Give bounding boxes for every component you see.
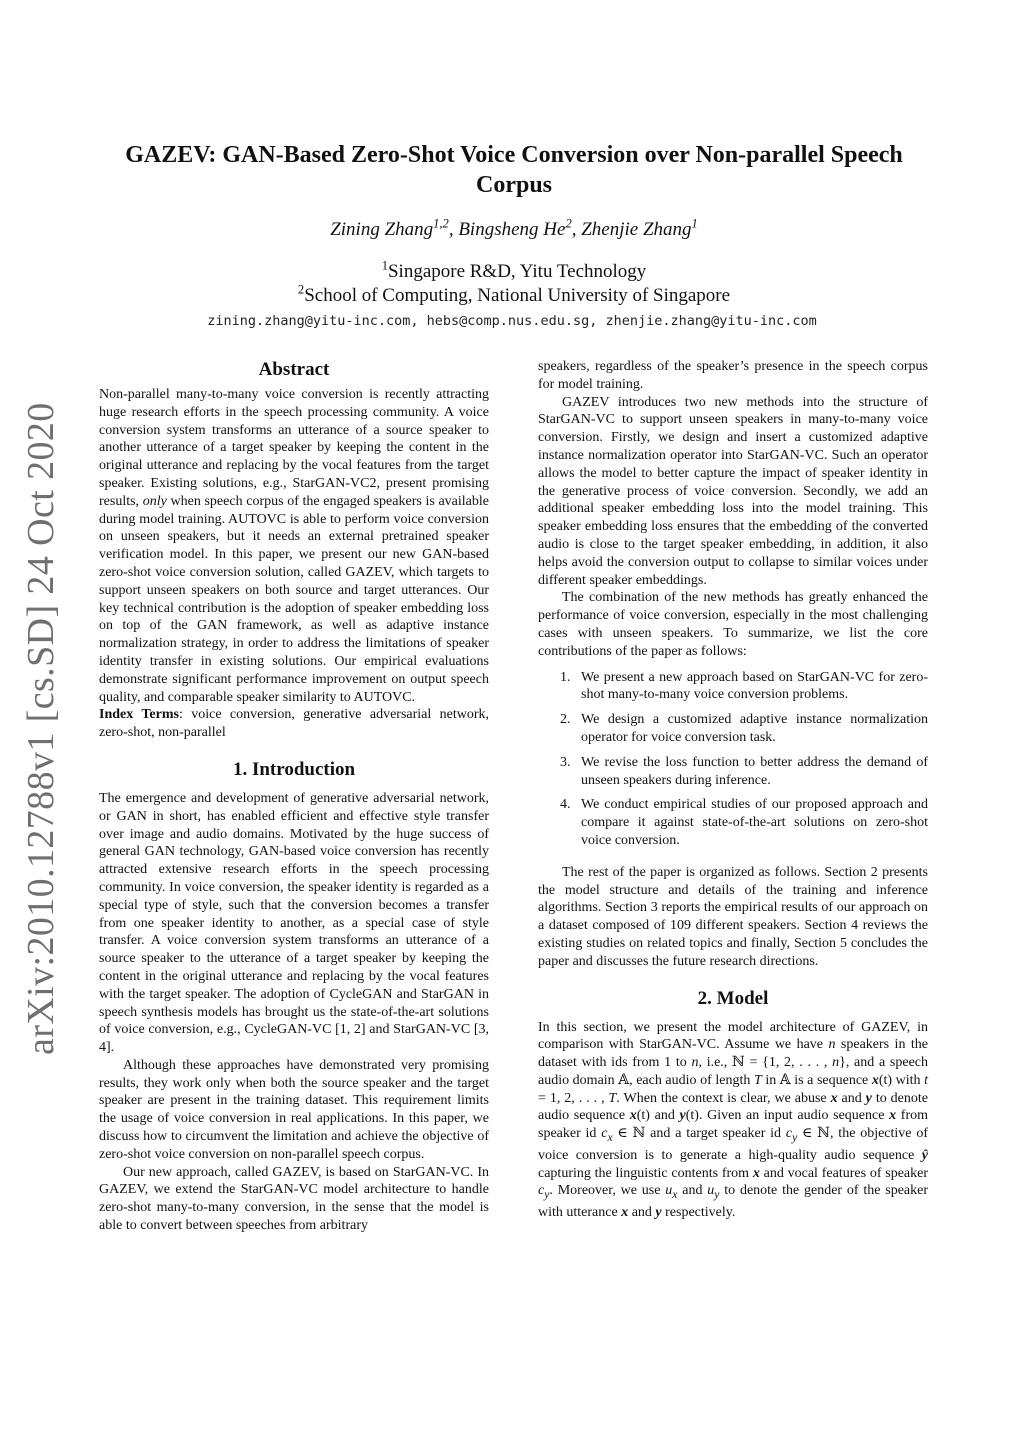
intro-heading: 1. Introduction: [232, 758, 356, 780]
index-terms: Index Terms: voice conversion, generative adversarial network, zero-shot, non-parallel: [99, 707, 490, 741]
arxiv-identifier: arXiv:2010.12788v1 [cs.SD] 24 Oct 2020: [20, 402, 62, 1055]
author-name: Zining Zhang: [330, 219, 434, 240]
affiliation-1: $^1$Singapore R&D, Yitu Technology: [381, 258, 647, 282]
author-name: Bingsheng He: [458, 219, 566, 240]
author-list: Zining Zhang$^{1,2}$, Bingsheng He$^2$, Zhenjie Zhang$^1$: [330, 216, 698, 240]
left-column: [99, 358, 489, 1235]
author-name: Zhenjie Zhang: [581, 219, 692, 240]
intro-paragraph: GAZEV introduces two new methods into the structure of StarGAN-VC to support unseen speakers in many-to-many voice conversion. Firstly, we design and insert a customized adaptive instance normalization operator into StarGAN-VC. Such an operator allows the model to better capture the impact of speaker identity in the generative process of voice conversion. Secondly, we add an additional speaker embedding loss into the model training. This speaker embedding loss ensures that the embedding of the converted audio is close to the target speaker embedding, in addition, it also helps avoid the conversion output to collapse to similar voices under different speaker embeddings.: [538, 394, 928, 588]
abstract-heading: Abstract: [258, 359, 330, 380]
list-item: 4. We conduct empirical studies of our proposed approach and compare it against state-of-the-art solutions on zero-shot voice conversion.: [560, 797, 928, 848]
intro-paragraph: The rest of the paper is organized as follows. Section 2 presents the model structure and details of the training and inference algorithms. Section 3 reports the empirical results of our approach on a dataset composed of 109 different speakers. Section 4 reviews the existing studies on related topics and finally, Section 5 concludes the paper and discusses the future research directions.: [538, 864, 928, 969]
intro-paragraph: The emergence and development of generative adversarial network, or GAN in short, has enabled efficient and effective style transfer over image and audio domains. Motivated by the huge success of general GAN technology, GAN-based voice conversion has recently attracted extensive research efforts in the speech processing community. In voice conversion, the speaker identity is regarded as a special type of style, such that the conversion becomes a transfer from one speaker identity to another, as a special case of style transfer. A voice conversion system transforms an utterance of a source speaker to the utterance of a target speaker by keeping the content in the original utterance and replacing by the vocal features with the target speaker. The adoption of CycleGAN and StarGAN in speech synthesis models has brought us the state-of-the-art solutions of voice conversion, e.g., CycleGAN-VC [1, 2] and StarGAN-VC [3, 4].: [99, 790, 489, 1056]
list-item: 3. We revise the loss function to better address the demand of unseen speakers during inference.: [560, 754, 928, 788]
intro-paragraph: speakers, regardless of the speaker’s presence in the speech corpus for model training.: [538, 359, 928, 392]
paper-title: GAZEV: GAN-Based Zero-Shot Voice Conversion over Non-parallel Speech Corpus: [125, 142, 903, 198]
affiliation-2: $^2$School of Computing, National University of Singapore: [297, 282, 731, 306]
intro-paragraph: Our new approach, called GAZEV, is based on StarGAN-VC. In GAZEV, we extend the StarGAN-VC model architecture to handle zero-shot many-to-many conversion, in the sense that the model is able to convert between speeches from arbitrary: [99, 1164, 489, 1234]
model-paragraph: In this section, we present the model architecture of GAZEV, in comparison with StarGAN-VC. Assume we have n speakers in the dataset with ids from 1 to n, i.e., ℕ = {1, 2, . . . , n}, and a speech audio domain 𝔸, each audio of length T in 𝔸 is a sequence x(t) with t = 1, 2, . . . , T. When the context is clear, we abuse x and y to denote audio sequence x(t) and y(t). Given an input audio sequence x from speaker id $c_x$ ∈ ℕ and a target speaker id $c_y$ ∈ ℕ, the objective of voice conversion is to generate a high-quality audio sequence ŷ capturing the linguistic contents from x and vocal features of speaker $c_y$. Moreover, we use $u_x$ and $u_y$ to denote the gender of the speaker with utterance x and y respectively.: [538, 1019, 929, 1221]
list-item: 1. We present a new approach based on StarGAN-VC for zero-shot many-to-many voice conversion problems.: [560, 669, 928, 703]
author-emails: zining.zhang@yitu-inc.com, hebs@comp.nus.edu.sg, zhenjie.zhang@yitu-inc.com: [207, 313, 817, 329]
model-heading: 2. Model: [697, 987, 769, 1009]
intro-paragraph: The combination of the new methods has greatly enhanced the performance of voice conversion, especially in the most challenging cases with unseen speakers. To summarize, we list the core contributions of the paper as follows:: [538, 590, 928, 659]
intro-paragraph: Although these approaches have demonstrated very promising results, they work only when both the source speaker and the target speaker are present in the training dataset. This requirement limits the usage of voice conversion in real applications. In this paper, we discuss how to circumvent the limitation and achieve the objective of zero-shot voice conversion on non-parallel speech corpus.: [99, 1057, 489, 1162]
abstract-text: Non-parallel many-to-many voice conversion is recently attracting huge research efforts in the speech processing community. A voice conversion system transforms an utterance of a source speaker to another utterance of a target speaker by keeping the content in the original utterance and replacing by the vocal features from the target speaker. Existing solutions, e.g., StarGAN-VC2, present promising results, only when speech corpus of the engaged speakers is available during model training. AUTOVC is able to perform voice conversion on unseen speakers, but it needs an external pretrained speaker verification model. In this paper, we present our new GAN-based zero-shot voice conversion solution, called GAZEV, which targets to support unseen speakers on both source and target utterances. Our key technical contribution is the adoption of speaker embedding loss on top of the GAN framework, as well as adaptive instance normalization strategy, in order to address the limitations of speaker identity transfer in existing solutions. Our empirical evaluations demonstrate significant performance improvement on output speech quality, and comparable speaker similarity to AUTOVC.: [99, 387, 489, 705]
right-column: [538, 358, 928, 1222]
contributions-list: [538, 669, 928, 850]
list-item: 2. We design a customized adaptive instance normalization operator for voice conversion task.: [560, 712, 928, 745]
